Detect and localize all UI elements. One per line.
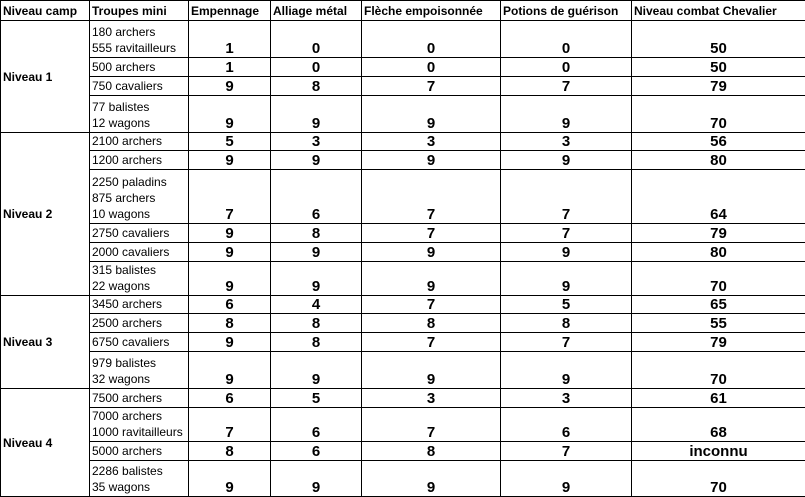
empennage-cell[interactable]: 7 xyxy=(189,170,271,224)
troop-line: 875 archers xyxy=(92,190,186,206)
potions-guerison-cell[interactable]: 9 xyxy=(501,243,632,262)
troops-cell[interactable] xyxy=(90,296,189,314)
troop-line: 2750 cavaliers xyxy=(92,225,186,241)
niveau-combat-cell[interactable]: 56 xyxy=(632,133,805,151)
table-row xyxy=(1,442,805,461)
empennage-cell[interactable]: 9 xyxy=(189,151,271,170)
header-empennage[interactable]: Empennage xyxy=(189,1,271,21)
alliage-metal-cell[interactable]: 9 xyxy=(271,243,362,262)
fleche-empoisonnee-cell[interactable]: 0 xyxy=(362,58,501,77)
potions-guerison-cell[interactable]: 9 xyxy=(501,262,632,296)
potions-guerison-cell[interactable]: 7 xyxy=(501,170,632,224)
alliage-metal-cell[interactable]: 4 xyxy=(271,296,362,314)
table-row xyxy=(1,389,805,408)
alliage-metal-cell[interactable]: 0 xyxy=(271,58,362,77)
potions-guerison-cell[interactable]: 6 xyxy=(501,408,632,442)
table-row xyxy=(1,96,805,133)
fleche-empoisonnee-cell[interactable]: 3 xyxy=(362,389,501,408)
alliage-metal-cell[interactable]: 5 xyxy=(271,389,362,408)
troop-line: 2000 cavaliers xyxy=(92,244,186,260)
troop-line: 5000 archers xyxy=(92,443,186,459)
header-troupes-mini[interactable]: Troupes mini xyxy=(90,1,189,21)
table-row xyxy=(1,243,805,262)
troop-line: 12 wagons xyxy=(92,115,186,131)
potions-guerison-cell[interactable]: 9 xyxy=(501,461,632,497)
niveau-combat-cell[interactable]: 80 xyxy=(632,243,805,262)
troops-cell[interactable] xyxy=(90,314,189,333)
table-row xyxy=(1,58,805,77)
table-row xyxy=(1,408,805,442)
potions-guerison-cell[interactable]: 9 xyxy=(501,151,632,170)
empennage-cell[interactable]: 7 xyxy=(189,408,271,442)
level-cell[interactable]: Niveau 4 xyxy=(1,389,90,497)
troops-cell[interactable] xyxy=(90,96,189,133)
niveau-combat-cell[interactable]: 70 xyxy=(632,262,805,296)
table-row xyxy=(1,461,805,497)
troop-line: 32 wagons xyxy=(92,371,186,387)
fleche-empoisonnee-cell[interactable]: 8 xyxy=(362,442,501,461)
table-body xyxy=(1,21,805,497)
troops-cell[interactable] xyxy=(90,461,189,497)
fleche-empoisonnee-cell[interactable]: 9 xyxy=(362,243,501,262)
fleche-empoisonnee-cell[interactable]: 7 xyxy=(362,170,501,224)
table-row xyxy=(1,21,805,58)
header-niveau-camp[interactable]: Niveau camp xyxy=(1,1,90,21)
troop-line: 2500 archers xyxy=(92,315,186,331)
header-potions-guerison[interactable]: Potions de guérison xyxy=(501,1,632,21)
troop-line: 1200 archers xyxy=(92,152,186,168)
table-row xyxy=(1,77,805,96)
troops-cell[interactable] xyxy=(90,442,189,461)
troop-line: 10 wagons xyxy=(92,206,186,222)
troop-line: 2286 balistes xyxy=(92,463,186,479)
empennage-cell[interactable]: 6 xyxy=(189,296,271,314)
potions-guerison-cell[interactable]: 7 xyxy=(501,442,632,461)
fleche-empoisonnee-cell[interactable]: 3 xyxy=(362,133,501,151)
header-fleche-empoisonnee[interactable]: Flèche empoisonnée xyxy=(362,1,501,21)
empennage-cell[interactable]: 8 xyxy=(189,442,271,461)
niveau-combat-cell[interactable]: 61 xyxy=(632,389,805,408)
fleche-empoisonnee-cell[interactable]: 9 xyxy=(362,151,501,170)
troop-line: 7500 archers xyxy=(92,390,186,406)
empennage-cell[interactable]: 1 xyxy=(189,21,271,58)
fleche-empoisonnee-cell[interactable]: 7 xyxy=(362,333,501,352)
alliage-metal-cell[interactable]: 9 xyxy=(271,96,362,133)
alliage-metal-cell[interactable]: 8 xyxy=(271,77,362,96)
fleche-empoisonnee-cell[interactable]: 7 xyxy=(362,77,501,96)
troop-line: 180 archers xyxy=(92,24,186,40)
table-row xyxy=(1,333,805,352)
level-cell[interactable]: Niveau 3 xyxy=(1,296,90,389)
troop-line: 2250 paladins xyxy=(92,174,186,190)
alliage-metal-cell[interactable]: 6 xyxy=(271,408,362,442)
niveau-combat-cell[interactable]: 50 xyxy=(632,58,805,77)
troop-line: 77 balistes xyxy=(92,99,186,115)
fleche-empoisonnee-cell[interactable]: 7 xyxy=(362,224,501,243)
niveau-combat-cell[interactable]: 68 xyxy=(632,408,805,442)
fleche-empoisonnee-cell[interactable]: 7 xyxy=(362,296,501,314)
niveau-combat-cell[interactable]: 70 xyxy=(632,461,805,497)
niveau-combat-cell[interactable]: 79 xyxy=(632,77,805,96)
troops-cell[interactable] xyxy=(90,77,189,96)
niveau-combat-cell[interactable]: 64 xyxy=(632,170,805,224)
niveau-combat-cell[interactable]: 55 xyxy=(632,314,805,333)
alliage-metal-cell[interactable]: 9 xyxy=(271,262,362,296)
header-alliage-metal[interactable]: Alliage métal xyxy=(271,1,362,21)
empennage-cell[interactable]: 5 xyxy=(189,133,271,151)
level-cell[interactable]: Niveau 1 xyxy=(1,21,90,133)
fleche-empoisonnee-cell[interactable]: 7 xyxy=(362,408,501,442)
table-row xyxy=(1,296,805,314)
table-row xyxy=(1,314,805,333)
troop-line: 3450 archers xyxy=(92,296,186,312)
header-row xyxy=(1,1,805,21)
niveau-combat-cell[interactable]: 65 xyxy=(632,296,805,314)
troop-line: 2100 archers xyxy=(92,133,186,149)
potions-guerison-cell[interactable]: 9 xyxy=(501,352,632,389)
troops-cell[interactable] xyxy=(90,133,189,151)
empennage-cell[interactable]: 8 xyxy=(189,314,271,333)
table-row xyxy=(1,352,805,389)
empennage-cell[interactable]: 9 xyxy=(189,333,271,352)
alliage-metal-cell[interactable]: 9 xyxy=(271,461,362,497)
troops-cell[interactable] xyxy=(90,243,189,262)
fleche-empoisonnee-cell[interactable]: 9 xyxy=(362,461,501,497)
table-row xyxy=(1,224,805,243)
alliage-metal-cell[interactable]: 8 xyxy=(271,333,362,352)
troops-cell[interactable] xyxy=(90,389,189,408)
alliage-metal-cell[interactable]: 0 xyxy=(271,21,362,58)
niveau-combat-cell[interactable]: 70 xyxy=(632,352,805,389)
table-row xyxy=(1,133,805,151)
empennage-cell[interactable]: 9 xyxy=(189,262,271,296)
alliage-metal-cell[interactable]: 6 xyxy=(271,442,362,461)
empennage-cell[interactable]: 9 xyxy=(189,461,271,497)
troop-line: 22 wagons xyxy=(92,278,186,294)
table-row xyxy=(1,151,805,170)
troops-cell[interactable] xyxy=(90,58,189,77)
fleche-empoisonnee-cell[interactable]: 9 xyxy=(362,96,501,133)
fleche-empoisonnee-cell[interactable]: 9 xyxy=(362,262,501,296)
empennage-cell[interactable]: 9 xyxy=(189,224,271,243)
potions-guerison-cell[interactable]: 5 xyxy=(501,296,632,314)
troop-line: 555 ravitailleurs xyxy=(92,40,186,56)
niveau-combat-cell[interactable]: 79 xyxy=(632,333,805,352)
troop-line: 750 cavaliers xyxy=(92,78,186,94)
niveau-combat-cell[interactable]: 70 xyxy=(632,96,805,133)
niveau-combat-cell[interactable]: 79 xyxy=(632,224,805,243)
empennage-cell[interactable]: 9 xyxy=(189,96,271,133)
header-niveau-combat-chevalier[interactable]: Niveau combat Chevalier xyxy=(632,1,805,21)
troop-line: 979 balistes xyxy=(92,355,186,371)
empennage-cell[interactable]: 9 xyxy=(189,77,271,96)
potions-guerison-cell[interactable]: 7 xyxy=(501,77,632,96)
potions-guerison-cell[interactable]: 7 xyxy=(501,224,632,243)
potions-guerison-cell[interactable]: 3 xyxy=(501,133,632,151)
troop-line: 315 balistes xyxy=(92,262,186,278)
alliage-metal-cell[interactable]: 9 xyxy=(271,352,362,389)
potions-guerison-cell[interactable]: 0 xyxy=(501,58,632,77)
troop-line: 1000 ravitailleurs xyxy=(92,424,186,440)
empennage-cell[interactable]: 1 xyxy=(189,58,271,77)
troop-line: 500 archers xyxy=(92,59,186,75)
troops-cell[interactable] xyxy=(90,408,189,442)
troops-cell[interactable] xyxy=(90,333,189,352)
alliage-metal-cell[interactable]: 9 xyxy=(271,151,362,170)
troops-cell[interactable] xyxy=(90,21,189,58)
potions-guerison-cell[interactable]: 7 xyxy=(501,333,632,352)
fleche-empoisonnee-cell[interactable]: 0 xyxy=(362,21,501,58)
troops-cell[interactable] xyxy=(90,352,189,389)
niveau-combat-cell[interactable]: 50 xyxy=(632,21,805,58)
niveau-combat-cell[interactable]: inconnu xyxy=(632,442,805,461)
table-row xyxy=(1,262,805,296)
troop-line: 35 wagons xyxy=(92,479,186,495)
troops-cell[interactable] xyxy=(90,151,189,170)
troops-cell[interactable] xyxy=(90,170,189,224)
potions-guerison-cell[interactable]: 0 xyxy=(501,21,632,58)
alliage-metal-cell[interactable]: 6 xyxy=(271,170,362,224)
level-cell[interactable]: Niveau 2 xyxy=(1,133,90,296)
fleche-empoisonnee-cell[interactable]: 8 xyxy=(362,314,501,333)
potions-guerison-cell[interactable]: 9 xyxy=(501,96,632,133)
table-row xyxy=(1,170,805,224)
empennage-cell[interactable]: 6 xyxy=(189,389,271,408)
troop-line: 7000 archers xyxy=(92,408,186,424)
troop-line: 6750 cavaliers xyxy=(92,334,186,350)
alliage-metal-cell[interactable]: 8 xyxy=(271,314,362,333)
potions-guerison-cell[interactable]: 8 xyxy=(501,314,632,333)
alliage-metal-cell[interactable]: 3 xyxy=(271,133,362,151)
alliage-metal-cell[interactable]: 8 xyxy=(271,224,362,243)
niveau-combat-cell[interactable]: 80 xyxy=(632,151,805,170)
empennage-cell[interactable]: 9 xyxy=(189,243,271,262)
troops-cell[interactable] xyxy=(90,262,189,296)
troops-cell[interactable] xyxy=(90,224,189,243)
fleche-empoisonnee-cell[interactable]: 9 xyxy=(362,352,501,389)
empennage-cell[interactable]: 9 xyxy=(189,352,271,389)
potions-guerison-cell[interactable]: 3 xyxy=(501,389,632,408)
